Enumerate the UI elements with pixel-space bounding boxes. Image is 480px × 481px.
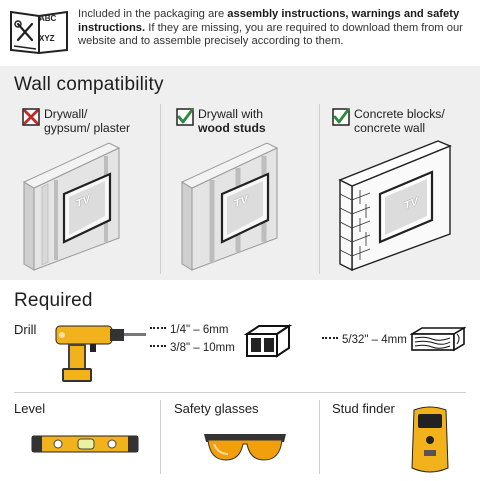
intro-bold: assembly instructions, warnings and safety instructions. — [78, 8, 460, 34]
drill-bit-icon — [150, 327, 166, 332]
drill-bit-icon — [322, 337, 338, 342]
intro-text: Included in the packaging are assembly instructions, warnings and safety instructions. If they are missing, you are required to download them from our website and to assemble precisely according to them. — [78, 8, 463, 48]
drill-spec-1: 1/4" – 6mm — [150, 324, 228, 336]
divider — [160, 104, 161, 274]
wood-block-icon — [410, 326, 466, 352]
wall-section-title: Wall compatibility — [14, 74, 164, 95]
drill-spec-2: 3/8" – 10mm — [150, 342, 235, 354]
tv-label: TV — [76, 193, 91, 211]
safety-glasses-icon — [200, 424, 290, 466]
wall-label-drywall: Drywall/ gypsum/ plaster — [44, 107, 131, 135]
drill-spec-3: 5/32" – 4mm — [322, 334, 407, 346]
drill-label: Drill — [14, 322, 37, 337]
concrete-block-icon — [243, 322, 293, 360]
stud-finder-icon — [408, 404, 452, 476]
divider — [160, 400, 161, 474]
stud-finder-label: Stud finder — [332, 401, 395, 416]
divider — [14, 392, 466, 393]
concrete-wall-illustration — [330, 138, 476, 273]
tv-label: TV — [234, 193, 249, 211]
manual-abc-text: ABC — [39, 14, 57, 23]
divider — [319, 400, 320, 474]
check-icon — [176, 108, 194, 126]
wall-label-concrete: Concrete blocks/ concrete wall — [354, 107, 445, 135]
check-icon — [332, 108, 350, 126]
safety-glasses-label: Safety glasses — [174, 401, 259, 416]
wall-label-wood-studs: Drywall with wood studs — [198, 107, 266, 135]
drill-icon — [50, 320, 150, 386]
level-icon — [30, 430, 140, 458]
manual-xyz-text: XYZ — [39, 34, 55, 43]
divider — [319, 104, 320, 274]
drill-bit-icon — [150, 345, 166, 350]
required-title: Required — [14, 290, 93, 311]
tv-label: TV — [404, 195, 419, 213]
cross-icon — [22, 108, 40, 126]
level-label: Level — [14, 401, 46, 416]
